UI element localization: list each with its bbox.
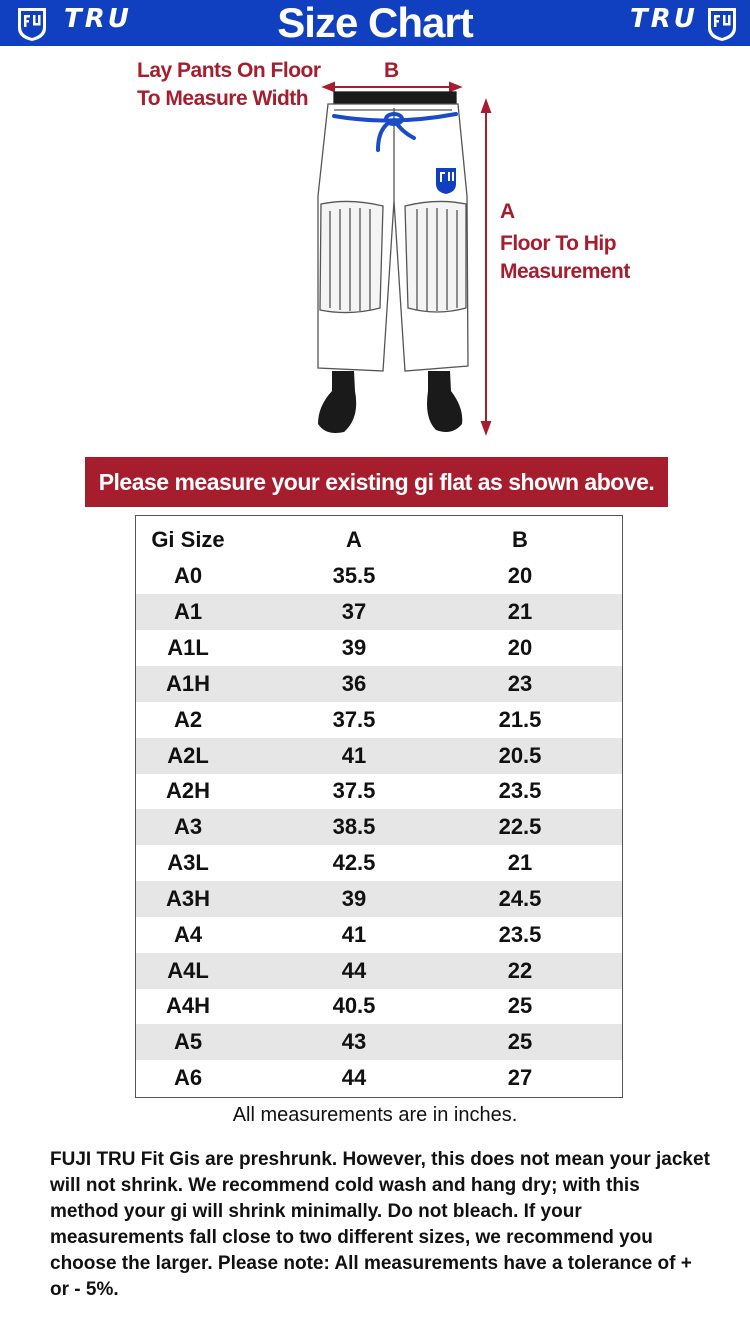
cell-size: A1L: [167, 635, 209, 660]
cell-b: 23: [507, 671, 533, 696]
table-row: [136, 594, 622, 630]
cell-a: 36: [341, 671, 367, 696]
feet-icon: [318, 371, 462, 433]
cell-size: A2H: [165, 778, 210, 803]
brand-wordmark-right: TRU: [630, 4, 698, 34]
pants-measurement-diagram: [0, 46, 750, 446]
cell-b: 21: [507, 599, 533, 624]
table-row: [136, 953, 622, 989]
cell-a: 37.5: [332, 707, 376, 732]
cell-b: 20.5: [498, 743, 542, 768]
hip-instruction-line2: Measurement: [500, 260, 630, 283]
measure-a-label: A: [500, 200, 515, 223]
table-row: [136, 702, 622, 738]
cell-size: A0: [173, 563, 203, 588]
cell-a: 39: [341, 886, 367, 911]
cell-a: 41: [341, 922, 367, 947]
cell-size: A2: [173, 707, 203, 732]
patch-logo-icon: [436, 168, 456, 194]
cell-a: 44: [341, 958, 367, 983]
header-b: B: [512, 527, 528, 552]
cell-b: 25: [507, 993, 533, 1018]
table-row: [136, 630, 622, 666]
cell-a: 44: [341, 1065, 367, 1090]
width-arrow-icon: [324, 83, 460, 91]
width-instruction-line1: Lay Pants On Floor: [137, 59, 321, 82]
table-header-row: [136, 522, 622, 558]
table-row: [136, 558, 622, 594]
cell-a: 40.5: [332, 993, 376, 1018]
header-bar: [0, 0, 750, 46]
header-gi-size: Gi Size: [151, 527, 225, 552]
cell-b: 23.5: [498, 778, 542, 803]
cell-a: 39: [341, 635, 367, 660]
cell-size: A3: [173, 814, 203, 839]
cell-a: 35.5: [332, 563, 376, 588]
cell-a: 37.5: [332, 778, 376, 803]
hip-instruction-line1: Floor To Hip: [500, 232, 617, 255]
cell-size: A2L: [167, 743, 209, 768]
cell-size: A4L: [167, 958, 209, 983]
care-note: FUJI TRU Fit Gis are preshrunk. However, this does not mean your jacket will not shrink. We recommend cold wash and hang dry; with this method your gi will shrink minimally. Do not bleach. If your measurements fall close to two different sizes, we recommend you choose the larger. Please note: All measurements have a tolerance of + or - 5%.: [50, 1149, 710, 1300]
cell-b: 27: [507, 1065, 533, 1090]
cell-size: A1: [173, 599, 203, 624]
cell-size: A1H: [165, 671, 210, 696]
measure-b-label: B: [384, 59, 399, 82]
cell-a: 42.5: [332, 850, 376, 875]
table-row: [136, 1024, 622, 1060]
cell-size: A4H: [165, 993, 210, 1018]
table-row: [136, 809, 622, 845]
cell-b: 25: [507, 1029, 533, 1054]
units-note: All measurements are in inches.: [232, 1104, 518, 1126]
fuji-shield-logo-right: [706, 6, 738, 42]
cell-a: 38.5: [332, 814, 376, 839]
cell-size: A6: [173, 1065, 203, 1090]
cell-b: 21: [507, 850, 533, 875]
cell-b: 20: [507, 563, 533, 588]
cell-b: 20: [507, 635, 533, 660]
cell-size: A3L: [167, 850, 209, 875]
cell-b: 23.5: [498, 922, 542, 947]
table-row: [136, 666, 622, 702]
cell-b: 21.5: [498, 707, 542, 732]
cell-size: A3H: [165, 886, 210, 911]
width-instruction-line2: To Measure Width: [137, 87, 309, 110]
page-title: Size Chart: [277, 0, 473, 46]
cell-size: A5: [173, 1029, 203, 1054]
cell-a: 43: [341, 1029, 367, 1054]
header-a: A: [346, 527, 362, 552]
cell-b: 24.5: [498, 886, 542, 911]
height-arrow-icon: [482, 101, 490, 433]
table-row: [136, 845, 622, 881]
table-row: [136, 988, 622, 1024]
table-row: [136, 773, 622, 809]
cell-a: 37: [341, 599, 367, 624]
cell-a: 41: [341, 743, 367, 768]
measure-instruction-banner: Please measure your existing gi flat as shown above.: [85, 457, 668, 507]
cell-size: A4: [173, 922, 203, 947]
cell-b: 22.5: [498, 814, 542, 839]
gi-pants-icon: [318, 92, 468, 371]
size-table: [135, 515, 623, 1098]
table-row: [136, 917, 622, 953]
table-row: [136, 881, 622, 917]
brand-wordmark-left: TRU: [64, 4, 132, 34]
cell-b: 22: [507, 958, 533, 983]
table-row: [136, 1060, 622, 1096]
table-row: [136, 738, 622, 774]
